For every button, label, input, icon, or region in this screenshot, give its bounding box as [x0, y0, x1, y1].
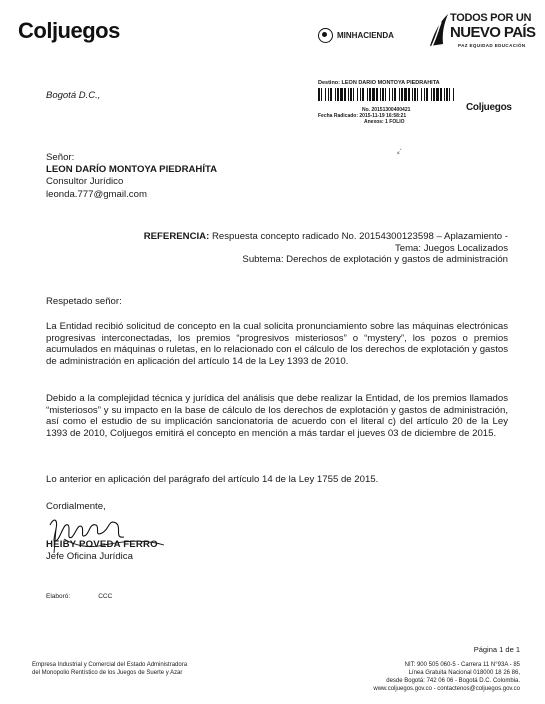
barcode-bar — [372, 88, 375, 101]
barcode-bar — [453, 88, 454, 101]
elaboro-label: Elaboró: — [46, 593, 71, 600]
ministry-label: MINHACIENDA — [337, 31, 394, 40]
barcode-bar — [412, 88, 413, 101]
barcode-bar — [399, 88, 400, 101]
barcode-bar — [431, 88, 432, 101]
stamp-date: Fecha Radicado: 2015-11-19 16:58:21 — [318, 113, 407, 119]
barcode-bar — [433, 88, 435, 101]
stamp-destino: Destino: LEON DARIO MONTOYA PIEDRAHITA — [318, 80, 440, 86]
barcode-bar — [394, 88, 396, 101]
footer-right-line-4: www.coljuegos.gov.co - contactenos@coljuegos.gov.co — [373, 686, 520, 692]
footer-right — [300, 661, 520, 693]
barcode-bar — [417, 88, 418, 101]
paragraph-2: Debido a la complejidad técnica y jurídica del análisis que debe realizar la Entidad, de los premios llamados “misteriosos” y su impacto en la base de cálculo de los derechos de explotación y gastos de administración, así como el estudio de su implicación sancionatoria de acuerdo con el literal c) del artículo 20 de la Ley 1393 de 2010, Coljuegos emitirá el concepto en mención a más tardar el jueves 03 de diciembre de 2015. — [46, 393, 508, 439]
barcode-bar — [440, 88, 442, 101]
barcode-bar — [449, 88, 450, 101]
recipient-block — [46, 152, 217, 201]
coat-of-arms-icon — [318, 28, 333, 43]
recipient-title: Consultor Jurídico — [46, 176, 124, 188]
barcode-bar — [330, 88, 332, 101]
barcode-bar — [337, 88, 339, 101]
barcode-bar — [321, 88, 322, 101]
barcode-bar — [436, 88, 439, 101]
barcode-bar — [382, 88, 384, 101]
barcode-bar — [350, 88, 352, 101]
footer-right-line-1: NIT: 900 505 060-5 - Carrera 11 N°93A - 85 — [404, 662, 520, 668]
footer-right-line-2: Línea Gratuita Nacional 018000 18 26 86, — [408, 670, 520, 676]
flag-swirl-icon — [428, 12, 450, 48]
barcode-bar — [389, 88, 390, 101]
footer-right-line-3: desde Bogotá: 742 06 06 - Bogotá D.C. Colombia. — [386, 678, 520, 684]
barcode-bar — [335, 88, 336, 101]
barcode-bar — [401, 88, 403, 101]
radicado-stamp — [316, 80, 516, 125]
signer-name: HEIBY POVEDA FERRO — [46, 539, 158, 550]
city-date: Bogotá D.C., — [46, 90, 101, 101]
slogan-line-1: TODOS POR UN — [450, 12, 532, 24]
barcode-bar — [348, 88, 349, 101]
elaboro-line — [46, 593, 112, 600]
reference-line-2: Tema: Juegos Localizados — [394, 242, 508, 254]
barcode-bar — [444, 88, 445, 101]
barcode-bar — [424, 88, 425, 101]
signer-block — [46, 539, 158, 562]
barcode-bar — [414, 88, 416, 101]
barcode-bar — [325, 88, 326, 101]
barcode-bar — [367, 88, 368, 101]
footer-left-line-2: del Monopolio Rentístico de los Juegos de Suerte y Azar — [32, 670, 183, 676]
barcode-bar — [357, 88, 358, 101]
page-number: Página 1 de 1 — [473, 645, 520, 654]
ministry-logo — [318, 28, 394, 43]
signer-title: Jefe Oficina Jurídica — [46, 550, 133, 562]
recipient-salutation: Señor: — [46, 152, 75, 163]
recipient-name: LEON DARÍO MONTOYA PIEDRAHÍTA — [46, 164, 218, 176]
coljuegos-logo: Coljuegos — [18, 18, 120, 43]
barcode-bar — [353, 88, 354, 101]
elaboro-value: CCC — [98, 593, 113, 600]
barcode-bar — [426, 88, 428, 101]
barcode-bar — [380, 88, 381, 101]
closing: Cordialmente, — [46, 501, 106, 512]
barcode-bar — [328, 88, 329, 101]
recipient-email: leonda.777@gmail.com — [46, 188, 147, 200]
reference-block — [46, 231, 508, 266]
stamp-logo: Coljuegos — [466, 102, 512, 113]
barcode-bar — [421, 88, 422, 101]
barcode-bar — [408, 88, 410, 101]
barcode-bar — [344, 88, 346, 101]
barcode-bar — [446, 88, 448, 101]
barcode-bar — [404, 88, 407, 101]
stamp-anexos: Anexos: 1 FOLIO — [364, 119, 405, 125]
footer-left-line-1: Empresa Industrial y Comercial del Estado Administradora — [32, 662, 188, 668]
barcode-bar — [340, 88, 343, 101]
slogan-line-3: PAZ EQUIDAD EDUCACIÓN — [458, 43, 526, 48]
paragraph-3: Lo anterior en aplicación del parágrafo del artículo 14 de la Ley 1755 de 2015. — [46, 474, 379, 485]
barcode-bar — [376, 88, 378, 101]
stamp-number: No. 20151300400421 — [362, 107, 411, 113]
barcode-bar — [362, 88, 364, 101]
barcode-bar — [318, 88, 320, 101]
paragraph-1: La Entidad recibió solicitud de concepto en la cual solicita pronunciamiento sobre las máquinas electrónicas progresivas interconectadas, los premios “progresivos misteriosos” o “mystery”, los pozos o premios acumulados en máquinas o ruletas, en lo relacionado con el cálculo de los derechos de explotación y gastos de administración en aplicación del artículo 14 de la Ley 1393 de 2010. — [46, 321, 508, 367]
reference-line-1: Respuesta concepto radicado No. 20154300123598 – Aplazamiento - — [211, 231, 508, 242]
barcode-bar — [385, 88, 386, 101]
reference-label: REFERENCIA: — [143, 231, 210, 242]
barcode-bar — [360, 88, 361, 101]
slogan-line-2: NUEVO PAÍS — [450, 24, 536, 41]
reference-line-3: Subtema: Derechos de explotación y gastos de administración — [242, 254, 508, 266]
barcode-bar — [369, 88, 371, 101]
greeting: Respetado señor: — [46, 296, 122, 307]
footer-left — [32, 661, 187, 677]
barcode-icon — [318, 88, 456, 101]
barcode-bar — [392, 88, 393, 101]
pen-mark: ⸗´ — [397, 148, 403, 157]
